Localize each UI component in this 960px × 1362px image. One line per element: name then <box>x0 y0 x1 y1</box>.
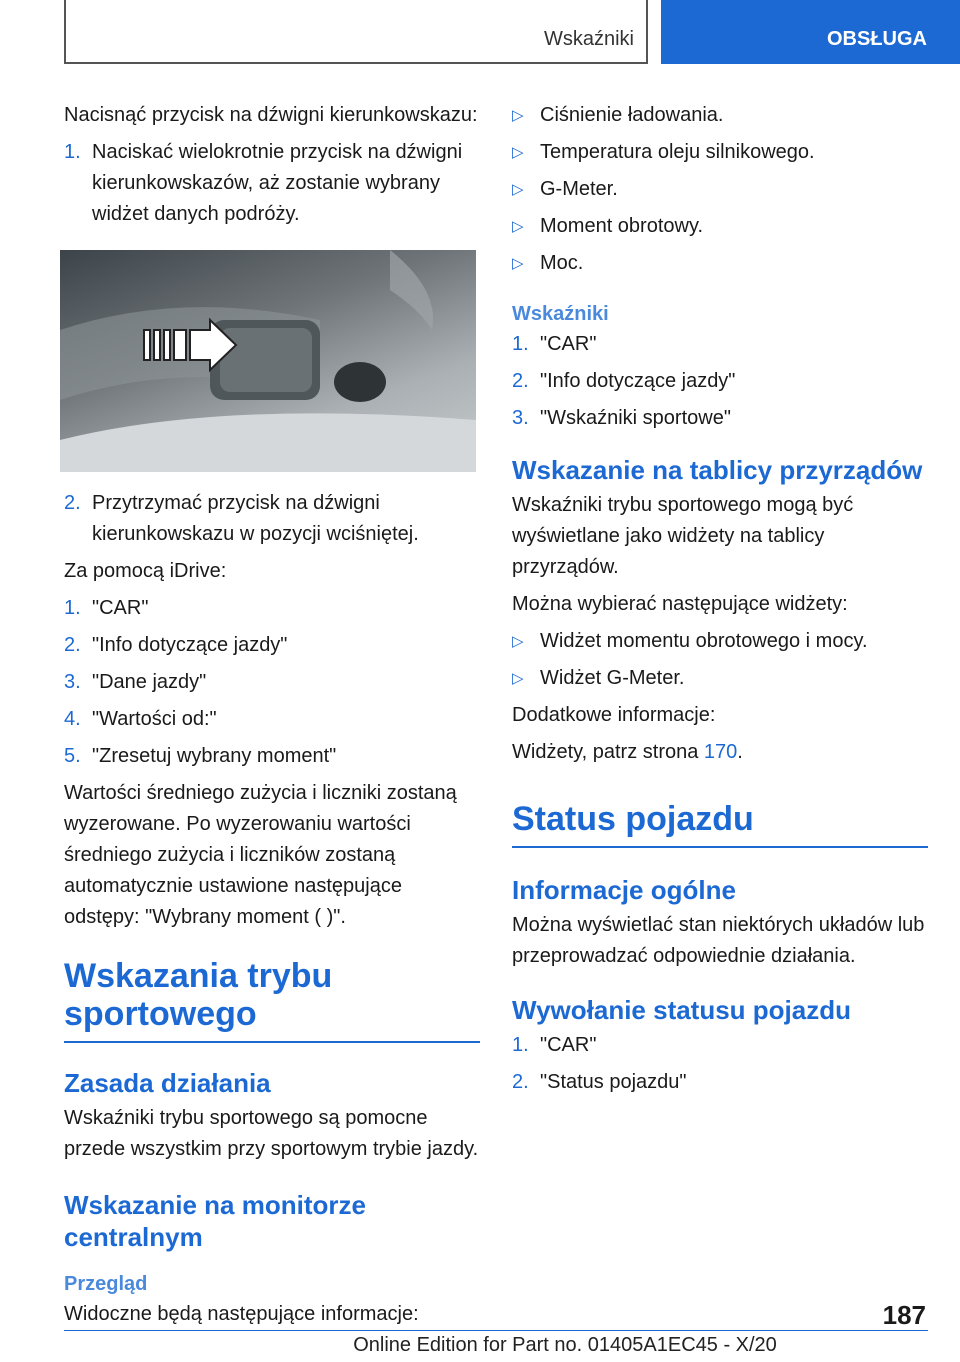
idrive-intro: Za pomocą iDrive: <box>64 560 227 582</box>
heading-vehicle-status: Status pojazdu <box>512 800 928 848</box>
list-text: "CAR" <box>540 333 597 355</box>
heading-indicators: Wskaźniki <box>512 303 609 325</box>
list-text: "Status pojazdu" <box>540 1071 687 1093</box>
list-item <box>64 704 480 735</box>
list-text: "CAR" <box>92 597 149 619</box>
list-number: 1. <box>512 333 529 355</box>
list-number: 1. <box>64 597 81 619</box>
instrument-cluster-text: Wskaźniki trybu sportowego mogą być wyświetlane jako widżety na tablicy przyrządów. <box>512 494 854 578</box>
overview-text: Widoczne będą następujące informacje: <box>64 1303 419 1325</box>
list-number: 1. <box>64 141 81 163</box>
widgets-reference <box>512 737 928 768</box>
list-text: Naciskać wielokrotnie przycisk na dźwigni kierunkowskazów, aż zostanie wybrany widżet danych podróży. <box>92 141 463 225</box>
heading-sport-indicators: Wskazania trybu sportowego <box>64 957 480 1043</box>
list-item <box>64 630 480 661</box>
list-text: Widżet G-Meter. <box>540 667 685 689</box>
turn-signal-lever-image <box>60 250 476 472</box>
list-number: 2. <box>512 1071 529 1093</box>
heading-overview: Przegląd <box>64 1273 148 1295</box>
list-number: 2. <box>64 634 81 656</box>
list-item <box>512 211 928 242</box>
list-text: "CAR" <box>540 1034 597 1056</box>
list-text: Temperatura oleju silnikowego. <box>540 141 815 163</box>
header-section-title: Wskaźniki <box>543 28 634 50</box>
list-text: "Dane jazdy" <box>92 671 207 693</box>
footer-divider <box>64 1330 928 1331</box>
list-item <box>512 174 928 205</box>
list-item <box>512 1030 928 1061</box>
general-info-text: Można wyświetlać stan niektórych układów lub przeprowadzać odpowiednie działania. <box>512 914 925 967</box>
list-number: 3. <box>512 407 529 429</box>
list-number: 3. <box>64 671 81 693</box>
lever-illustration <box>60 250 476 472</box>
list-text: Widżet momentu obrotowego i mocy. <box>540 630 868 652</box>
footer-edition: Online Edition for Part no. 01405A1EC45 - X/20 <box>353 1334 777 1356</box>
list-item <box>64 741 480 772</box>
list-text: "Info dotyczące jazdy" <box>92 634 288 656</box>
triangle-bullet-icon: ▷ <box>512 181 524 198</box>
list-item <box>64 667 480 698</box>
list-text: G-Meter. <box>540 178 618 200</box>
widgets-ref-prefix: Widżety, patrz strona <box>512 741 704 763</box>
list-item <box>512 248 928 279</box>
list-item <box>64 137 480 230</box>
heading-principle: Zasada działania <box>64 1068 271 1098</box>
triangle-bullet-icon: ▷ <box>512 633 524 650</box>
list-number: 5. <box>64 745 81 767</box>
list-item <box>512 1067 928 1098</box>
widgets-intro: Można wybierać następujące widżety: <box>512 593 848 615</box>
reset-paragraph: Wartości średniego zużycia i liczniki zostaną wyzerowane. Po wyzerowaniu wartości średniego zużycia i liczników zostaną automatycznie ustawione następujące odstępy: "Wybrany moment ( )". <box>64 782 457 928</box>
list-text: "Wskaźniki sportowe" <box>540 407 731 429</box>
triangle-bullet-icon: ▷ <box>512 107 524 124</box>
list-item <box>512 329 928 360</box>
list-item <box>512 403 928 434</box>
list-text: "Wartości od:" <box>92 708 217 730</box>
heading-general-info: Informacje ogólne <box>512 875 736 905</box>
list-number: 2. <box>512 370 529 392</box>
list-text: Przytrzymać przycisk na dźwigni kierunkowskazu w pozycji wciśniętej. <box>92 492 419 545</box>
list-number: 1. <box>512 1034 529 1056</box>
list-text: "Info dotyczące jazdy" <box>540 370 736 392</box>
list-text: Ciśnienie ładowania. <box>540 104 724 126</box>
header-tab[interactable]: OBSŁUGA <box>661 0 960 64</box>
heading-central-monitor: Wskazanie na monitorze centralnym <box>64 1190 366 1252</box>
heading-call-status: Wywołanie statusu pojazdu <box>512 995 852 1025</box>
list-item <box>512 663 928 694</box>
extra-info-label: Dodatkowe informacje: <box>512 704 716 726</box>
left-column <box>64 100 480 1336</box>
triangle-bullet-icon: ▷ <box>512 255 524 272</box>
right-column <box>512 100 928 1104</box>
list-text: Moc. <box>540 252 584 274</box>
list-text: Moment obrotowy. <box>540 215 704 237</box>
list-text: "Zresetuj wybrany moment" <box>92 745 337 767</box>
list-item <box>64 488 480 550</box>
list-number: 2. <box>64 492 81 514</box>
list-item <box>512 366 928 397</box>
header-box <box>64 0 648 64</box>
list-item <box>512 626 928 657</box>
list-item <box>512 100 928 131</box>
principle-text: Wskaźniki trybu sportowego są pomocne przede wszystkim przy sportowym trybie jazdy. <box>64 1107 479 1160</box>
list-number: 4. <box>64 708 81 730</box>
triangle-bullet-icon: ▷ <box>512 218 524 235</box>
page-link-170[interactable]: 170 <box>703 741 738 763</box>
widgets-ref-suffix: . <box>737 741 743 763</box>
triangle-bullet-icon: ▷ <box>512 144 524 161</box>
triangle-bullet-icon: ▷ <box>512 670 524 687</box>
page-number: 187 <box>882 1300 926 1330</box>
intro-text: Nacisnąć przycisk na dźwigni kierunkowskazu: <box>64 104 478 126</box>
heading-instrument-cluster: Wskazanie na tablicy przyrządów <box>512 455 923 485</box>
list-item <box>512 137 928 168</box>
list-item <box>64 593 480 624</box>
